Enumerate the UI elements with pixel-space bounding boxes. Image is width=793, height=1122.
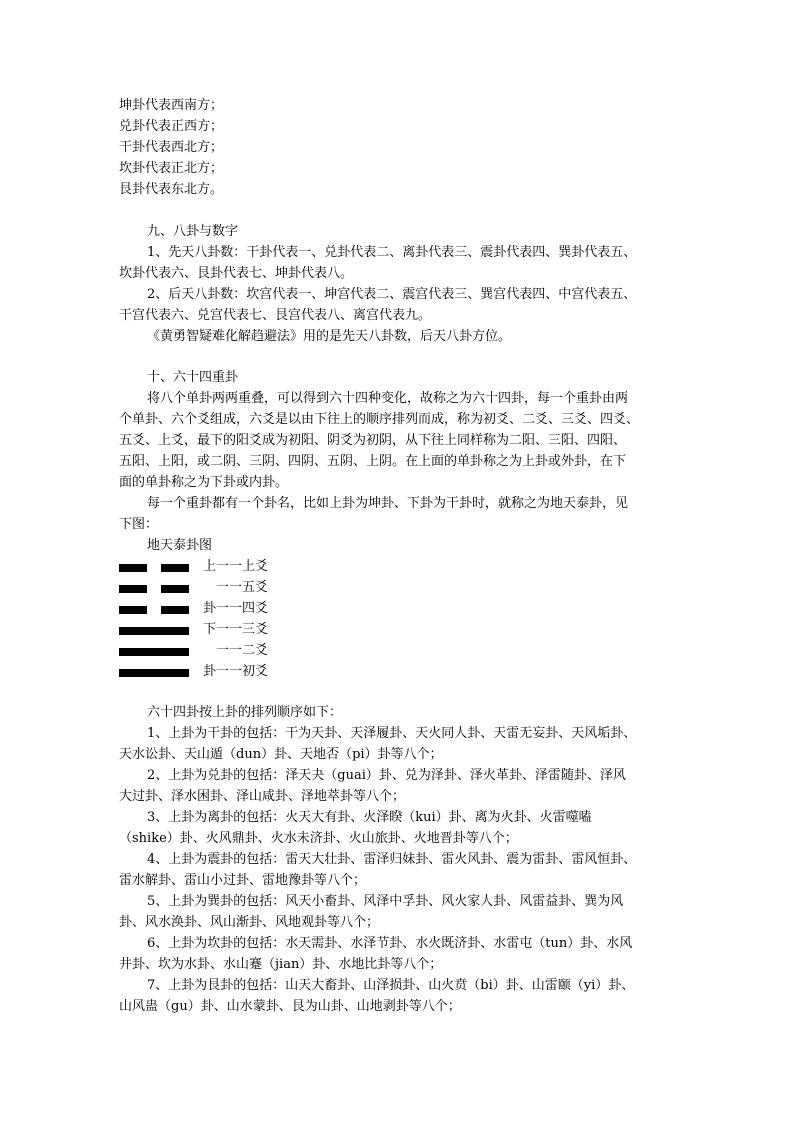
paragraph-line: 每一个重卦都有一个卦名，比如上卦为坤卦、下卦为干卦时，就称之为地天泰卦，见 bbox=[147, 496, 629, 511]
yin-segment bbox=[161, 585, 189, 593]
list-item-line: 6、上卦为坎卦的包括：水天需卦、水泽节卦、水火既济卦、水雷屯（tun）卦、水风 bbox=[147, 936, 633, 951]
yin-segment bbox=[119, 564, 147, 572]
list-item-line: 3、上卦为离卦的包括：火天大有卦、火泽睽（kui）卦、离为火卦、火雷噬嗑 bbox=[147, 810, 592, 825]
paragraph-line: 五阳、上阳，或二阴、三阴、四阴、五阴、上阴。在上面的单卦称之为上卦或外卦，在下 bbox=[119, 454, 627, 469]
yao-label: 上一一上爻 bbox=[203, 559, 269, 574]
direction-line: 坎卦代表正北方； bbox=[119, 161, 224, 176]
yao-label: 一一二爻 bbox=[216, 643, 269, 658]
paragraph-line: 干宫代表六、兑宫代表七、艮宫代表八、离宫代表九。 bbox=[119, 308, 432, 323]
yin-segment bbox=[161, 606, 189, 614]
paragraph-line: 2、后天八卦数：坎宫代表一、坤宫代表二、震宫代表三、巽宫代表四、中宫代表五、 bbox=[147, 287, 637, 302]
yin-segment bbox=[119, 606, 147, 614]
figure-title: 地天泰卦图 bbox=[147, 538, 213, 553]
yang-segment bbox=[119, 627, 189, 635]
paragraph-line: 五爻、上爻，最下的阳爻成为初阳、阴爻为初阴，从下往上同样称为二阳、三阳、四阳、 bbox=[119, 433, 627, 448]
yao-line bbox=[119, 662, 319, 682]
paragraph-line: 将八个单卦两两重叠，可以得到六十四种变化，故称之为六十四卦，每一个重卦由两 bbox=[147, 391, 629, 406]
yao-label: 卦一一四爻 bbox=[203, 601, 269, 616]
list-item-line: 5、上卦为巽卦的包括：风天小畜卦、风泽中孚卦、风火家人卦、风雷益卦、巽为风 bbox=[147, 894, 624, 909]
yang-segment bbox=[119, 669, 189, 677]
yao-line bbox=[119, 599, 319, 619]
list-item-line: 大过卦、泽水困卦、泽山咸卦、泽地萃卦等八个； bbox=[119, 789, 406, 804]
yin-segment bbox=[119, 585, 147, 593]
list-item-line: 1、上卦为干卦的包括：干为天卦、天泽履卦、天火同人卦、天雷无妄卦、天风垢卦、 bbox=[147, 726, 637, 741]
direction-line: 坤卦代表西南方； bbox=[119, 98, 224, 113]
yao-label: 下一一三爻 bbox=[203, 622, 269, 637]
yao-label: 卦一一初爻 bbox=[203, 664, 269, 679]
list-intro: 六十四卦按上卦的排列顺序如下： bbox=[147, 705, 343, 720]
list-item-line: 2、上卦为兑卦的包括：泽天夬（guai）卦、兑为泽卦、泽火革卦、泽雷随卦、泽风 bbox=[147, 768, 626, 783]
list-item-line: （shike）卦、火风鼎卦、火水未济卦、火山旅卦、火地晋卦等八个； bbox=[119, 831, 518, 846]
yang-segment bbox=[119, 648, 189, 656]
list-item-line: 井卦、坎为水卦、水山蹇（jian）卦、水地比卦等八个； bbox=[119, 957, 443, 972]
yao-label: 一一五爻 bbox=[216, 580, 269, 595]
paragraph-line: 《黄勇智疑难化解趋避法》用的是先天八卦数，后天八卦方位。 bbox=[147, 329, 512, 344]
direction-line: 艮卦代表东北方。 bbox=[119, 182, 224, 197]
yao-line bbox=[119, 578, 319, 598]
yao-line bbox=[119, 641, 319, 661]
paragraph-line: 面的单卦称之为下卦或内卦。 bbox=[119, 475, 289, 490]
paragraph-line: 坎卦代表六、艮卦代表七、坤卦代表八。 bbox=[119, 266, 354, 281]
yao-line bbox=[119, 557, 319, 577]
yao-line bbox=[119, 620, 319, 640]
section-heading: 九、八卦与数字 bbox=[147, 224, 239, 239]
yin-segment bbox=[161, 564, 189, 572]
list-item-line: 山风蛊（gu）卦、山水蒙卦、艮为山卦、山地剥卦等八个； bbox=[119, 999, 461, 1014]
list-item-line: 雷水解卦、雷山小过卦、雷地豫卦等八个； bbox=[119, 873, 367, 888]
paragraph-line: 下图： bbox=[119, 517, 159, 532]
list-item-line: 天水讼卦、天山遁（dun）卦、天地否（pi）卦等八个； bbox=[119, 747, 443, 762]
direction-line: 兑卦代表正西方； bbox=[119, 119, 224, 134]
paragraph-line: 1、先天八卦数：干卦代表一、兑卦代表二、离卦代表三、震卦代表四、巽卦代表五、 bbox=[147, 245, 637, 260]
paragraph-line: 个单卦、六个爻组成，六爻是以由下往上的顺序排列而成，称为初爻、二爻、三爻、四爻、 bbox=[119, 412, 640, 427]
list-item-line: 卦、风水涣卦、风山渐卦、风地观卦等八个； bbox=[119, 915, 380, 930]
direction-line: 干卦代表西北方； bbox=[119, 140, 224, 155]
list-item-line: 4、上卦为震卦的包括：雷天大壮卦、雷泽归妹卦、雷火风卦、震为雷卦、雷风恒卦、 bbox=[147, 852, 637, 867]
section-heading: 十、六十四重卦 bbox=[147, 370, 239, 385]
list-item-line: 7、上卦为艮卦的包括：山天大畜卦、山泽损卦、山火贲（bi）卦、山雷颐（yi）卦、 bbox=[147, 978, 635, 993]
